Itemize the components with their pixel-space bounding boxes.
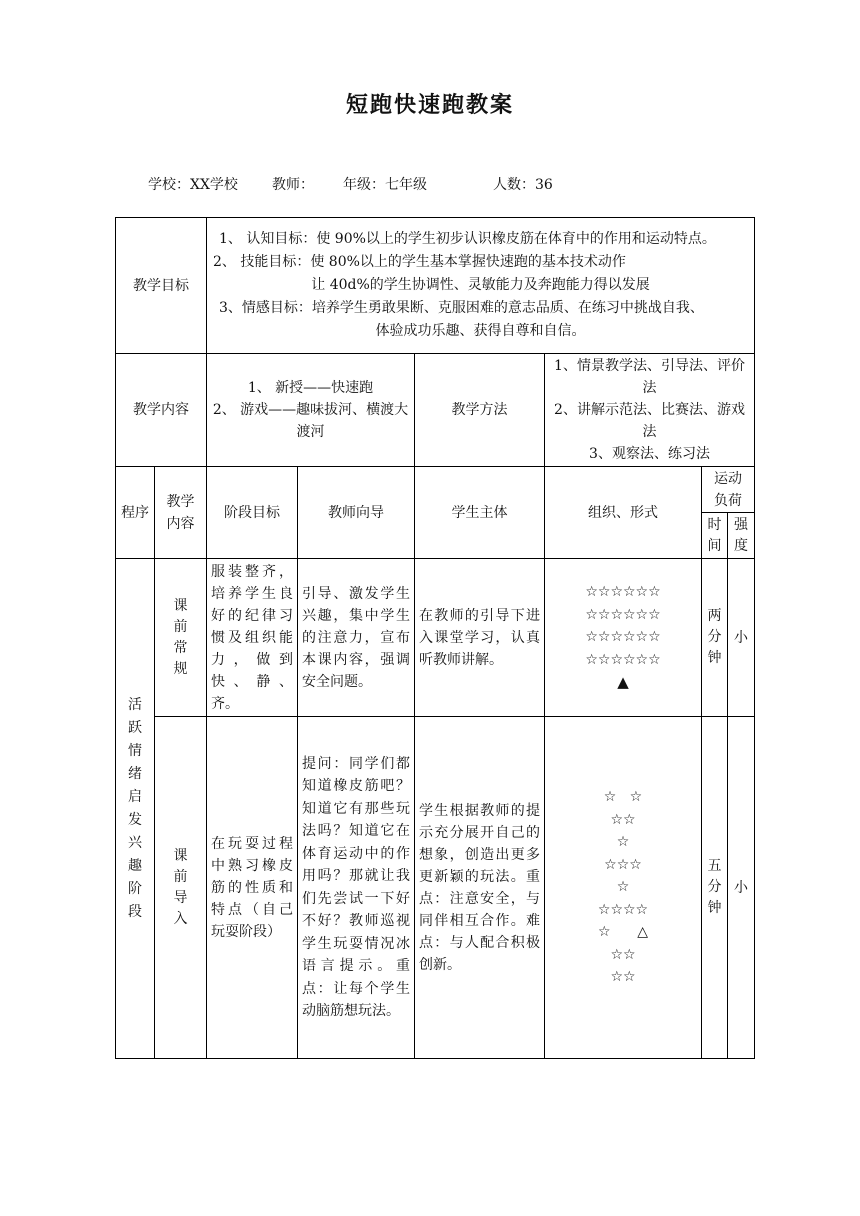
goal-line: 3、情感目标：培养学生勇敢果断、克服困难的意志品质、在练习中挑战自我、 — [219, 300, 704, 316]
document-title: 短跑快速跑教案 — [345, 92, 514, 118]
row-student: 学生根据教师的提示充分展开自己的想象，创造出更多更新颖的玩法。重点：注意安全，与同伴相互合作。难点：与人配合积极创新。 — [415, 717, 545, 1059]
goal-line: 体验成功乐趣、获得自尊和自信。 — [375, 323, 586, 339]
content-items — [207, 354, 415, 467]
goals-content — [207, 218, 755, 354]
row-teacher: 引导、激发学生兴趣，集中学生的注意力，宣布本课内容，强调安全问题。 — [298, 559, 415, 717]
header-time: 时间 — [702, 513, 728, 559]
lesson-plan-table — [115, 217, 755, 1059]
formation-diagram — [545, 717, 702, 1059]
stage-cell: 活跃情绪启发兴趣阶段 — [116, 559, 155, 1059]
goals-label: 教学目标 — [116, 218, 207, 354]
row-time: 两分钟 — [702, 559, 728, 717]
teacher-field: 教师： — [272, 177, 314, 193]
formation-line: ☆ △ — [597, 924, 649, 941]
content-item: 1、 新授——快速跑 — [247, 380, 374, 396]
formation-line: ☆ ☆ — [603, 789, 643, 806]
row-time: 五分钟 — [702, 717, 728, 1059]
row-goal: 服装整齐，培养学生良好的纪律习惯及组织能力，做到快、静、齐。 — [207, 559, 298, 717]
method-label: 教学方法 — [415, 354, 545, 467]
formation-line: ☆☆☆☆☆☆ — [585, 584, 661, 601]
school-field: 学校：XX学校 — [148, 177, 238, 193]
header-content: 教学内容 — [155, 467, 207, 559]
formation-diagram — [545, 559, 702, 717]
formation-line: ☆☆ — [610, 969, 636, 986]
method-items — [545, 354, 755, 467]
row-student: 在教师的引导下进入课堂学习，认真听教师讲解。 — [415, 559, 545, 717]
table-row — [116, 717, 755, 1059]
content-row — [116, 354, 755, 467]
formation-line: ☆☆ — [610, 811, 636, 828]
goal-line: 让 40d%的学生协调性、灵敏能力及奔跑能力得以发展 — [311, 277, 650, 293]
teacher-marker: ▲ — [617, 673, 629, 692]
header-stage-goal: 阶段目标 — [207, 467, 298, 559]
formation-line: ☆☆☆ — [604, 856, 642, 873]
method-item: 1、情景教学法、引导法、评价法 — [554, 358, 745, 396]
formation-line: ☆☆☆☆ — [597, 901, 649, 918]
row-intensity: 小 — [728, 717, 755, 1059]
row-content: 课前导入 — [155, 717, 207, 1059]
formation-line: ☆ — [616, 879, 630, 896]
header-load: 运动负荷 — [702, 467, 755, 513]
row-content: 课前常规 — [155, 559, 207, 717]
header-student: 学生主体 — [415, 467, 545, 559]
header-row — [116, 467, 755, 513]
goal-line: 2、 技能目标：使 80%以上的学生基本掌握快速跑的基本技术动作 — [213, 254, 626, 270]
student-count-field: 人数：36 — [493, 177, 553, 193]
header-organization: 组织、形式 — [545, 467, 702, 559]
row-teacher: 提问：同学们都知道橡皮筋吧？知道它有那些玩法吗？知道它在体育运动中的作用吗？那就让我们先尝试一下好不好？教师巡视学生玩耍情况冰语言提示。重点：让每个学生动脑筋想玩法。 — [298, 717, 415, 1059]
goal-line: 1、 认知目标：使 90%以上的学生初步认识橡皮筋在体育中的作用和运动特点。 — [219, 231, 716, 247]
header-intensity: 强度 — [728, 513, 755, 559]
method-item: 2、讲解示范法、比赛法、游戏法 — [554, 402, 745, 440]
formation-line: ☆☆ — [610, 946, 636, 963]
row-goal: 在玩耍过程中熟习橡皮筋的性质和特点（自己玩耍阶段） — [207, 717, 298, 1059]
formation-line: ☆ — [616, 834, 630, 851]
content-label: 教学内容 — [116, 354, 207, 467]
header-procedure: 程序 — [116, 467, 155, 559]
content-item: 2、 游戏——趣味拔河、横渡大渡河 — [212, 402, 409, 440]
header-teacher-guide: 教师向导 — [298, 467, 415, 559]
goals-row — [116, 218, 755, 354]
formation-line: ☆☆☆☆☆☆ — [585, 606, 661, 623]
method-item: 3、观察法、练习法 — [589, 446, 710, 462]
grade-field: 年级：七年级 — [343, 177, 427, 193]
table-row — [116, 559, 755, 717]
row-intensity: 小 — [728, 559, 755, 717]
formation-line: ☆☆☆☆☆☆ — [585, 651, 661, 668]
formation-line: ☆☆☆☆☆☆ — [585, 629, 661, 646]
